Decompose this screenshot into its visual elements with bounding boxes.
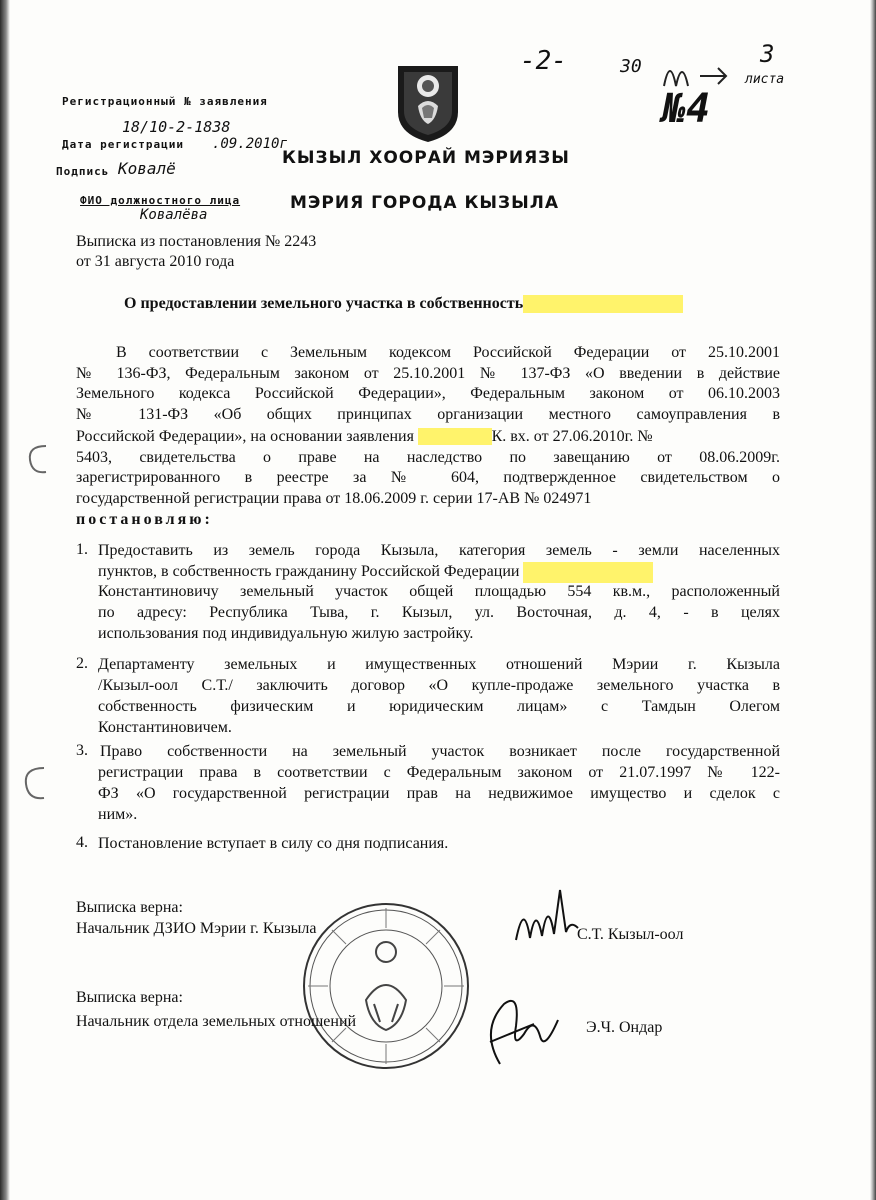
org-title-tuvan: КЫЗЫЛ ХООРАЙ МЭРИЯЗЫ <box>282 148 570 168</box>
item-3-number: 3. <box>76 742 88 759</box>
page-number-mark: -2- <box>520 46 567 76</box>
scan-edge-left <box>0 0 10 1200</box>
preamble-line-7: зарегистрированного в реестре за № 604, подтвержденное свидетельством о <box>76 469 780 486</box>
big-handwritten-number: №4 <box>662 86 711 132</box>
scan-artifact-icon <box>24 440 54 480</box>
coat-of-arms-icon <box>392 62 464 144</box>
preamble-line-3: Земельного кодекса Российской Федерации», Федеральным законом от 06.10.2003 <box>76 385 780 402</box>
redacted-name-preamble <box>418 428 492 445</box>
item-3-line-2: регистрации права в соответствии с Федеральным законом от 21.07.1997 № 122- <box>98 764 780 781</box>
preamble-line-8: государственной регистрации права от 18.06.2009 г. серии 17-АВ № 024971 <box>76 490 592 507</box>
decree-word: постановляю: <box>76 511 213 528</box>
item-3-line-4: ним». <box>98 806 138 823</box>
registration-number-value: 18/10-2-1838 <box>122 118 231 136</box>
preamble-line-5 <box>76 427 780 448</box>
item-4-number: 4. <box>76 834 88 851</box>
handwritten-number: 30 <box>620 56 642 77</box>
preamble-line-6: 5403, свидетельства о праве на наследство по завещанию от 08.06.2009г. <box>76 449 780 466</box>
preamble-line-5-start: Российской Федерации», на основании заявления <box>76 428 414 445</box>
signature-label: Подпись <box>56 165 110 178</box>
item-1-line-5: использования под индивидуальную жилую застройку. <box>98 625 474 642</box>
redacted-name-title <box>523 295 683 313</box>
registration-date-label: Дата регистрации <box>62 138 184 151</box>
item-2-line-1: Департаменту земельных и имущественных отношений Мэрии г. Кызыла <box>98 656 780 673</box>
registration-date-value: .09.2010г <box>212 136 288 152</box>
item-4-line-1: Постановление вступает в силу со дня подписания. <box>98 835 449 852</box>
item-1-line-2 <box>98 562 780 583</box>
item-1-line-4: по адресу: Республика Тыва, г. Кызыл, ул. Восточная, д. 4, - в целях <box>98 604 780 621</box>
sheet-count: 3 <box>760 40 775 68</box>
sig-block-1-name: С.Т. Кызыл-оол <box>577 926 684 943</box>
extract-line-2: от 31 августа 2010 года <box>76 253 235 270</box>
document-title-text: О предоставлении земельного участка в собственность <box>124 295 524 312</box>
redacted-name-item-1 <box>523 562 653 583</box>
org-title-russian: МЭРИЯ ГОРОДА КЫЗЫЛА <box>290 193 559 213</box>
signature-2-icon <box>470 990 566 1074</box>
item-1-line-2-text: пунктов, в собственность гражданину Российской Федерации <box>98 563 520 580</box>
sig-block-2-position: Начальник отдела земельных отношений <box>76 1013 357 1030</box>
item-2-number: 2. <box>76 655 88 672</box>
sig-block-1-position: Начальник ДЗИО Мэрии г. Кызыла <box>76 920 317 937</box>
sheets-word: листа <box>745 72 785 87</box>
item-1-line-1: Предоставить из земель города Кызыла, категория земель - земли населенных <box>98 542 780 559</box>
registration-number-label: Регистрационный № заявления <box>62 95 268 108</box>
preamble-line-1: В соответствии с Земельным кодексом Российской Федерации от 25.10.2001 <box>116 344 780 361</box>
official-label: ФИО должностного лица <box>80 194 241 207</box>
scan-edge-right <box>870 0 876 1200</box>
sig-block-2-name: Э.Ч. Ондар <box>586 1019 663 1036</box>
item-3-line-1: Право собственности на земельный участок возникает после государственной <box>100 743 780 760</box>
preamble-line-2: № 136-ФЗ, Федеральным законом от 25.10.2001 № 137-ФЗ «О введении в действие <box>76 365 780 382</box>
sig-block-1-heading: Выписка верна: <box>76 899 183 916</box>
item-2-line-4: Константиновичем. <box>98 719 232 736</box>
preamble-line-5-end: К. вх. от 27.06.2010г. № <box>491 428 653 445</box>
extract-line-1: Выписка из постановления № 2243 <box>76 233 317 250</box>
official-value: Ковалёва <box>140 207 208 223</box>
document-title <box>124 295 683 313</box>
sig-block-2-heading: Выписка верна: <box>76 989 183 1006</box>
item-1-line-3: Константиновичу земельный участок общей площадью 554 кв.м., расположенный <box>98 583 780 600</box>
scan-artifact-icon <box>18 762 52 806</box>
item-2-line-3: собственность физическим и юридическим лицам» с Тамдын Олегом <box>98 698 780 715</box>
signature-1-icon <box>510 880 582 952</box>
item-2-line-2: /Кызыл-оол С.Т./ заключить договор «О купле-продаже земельного участка в <box>98 677 780 694</box>
handwritten-scribble-icon <box>660 46 740 106</box>
item-3-line-3: ФЗ «О государственной регистрации прав на недвижимое имущество и сделок с <box>98 785 780 802</box>
signature-value: Ковалё <box>118 159 176 178</box>
official-seal-icon <box>300 900 472 1072</box>
item-1-number: 1. <box>76 541 88 558</box>
preamble-line-4: № 131-ФЗ «Об общих принципах организации местного самоуправления в <box>76 406 780 423</box>
